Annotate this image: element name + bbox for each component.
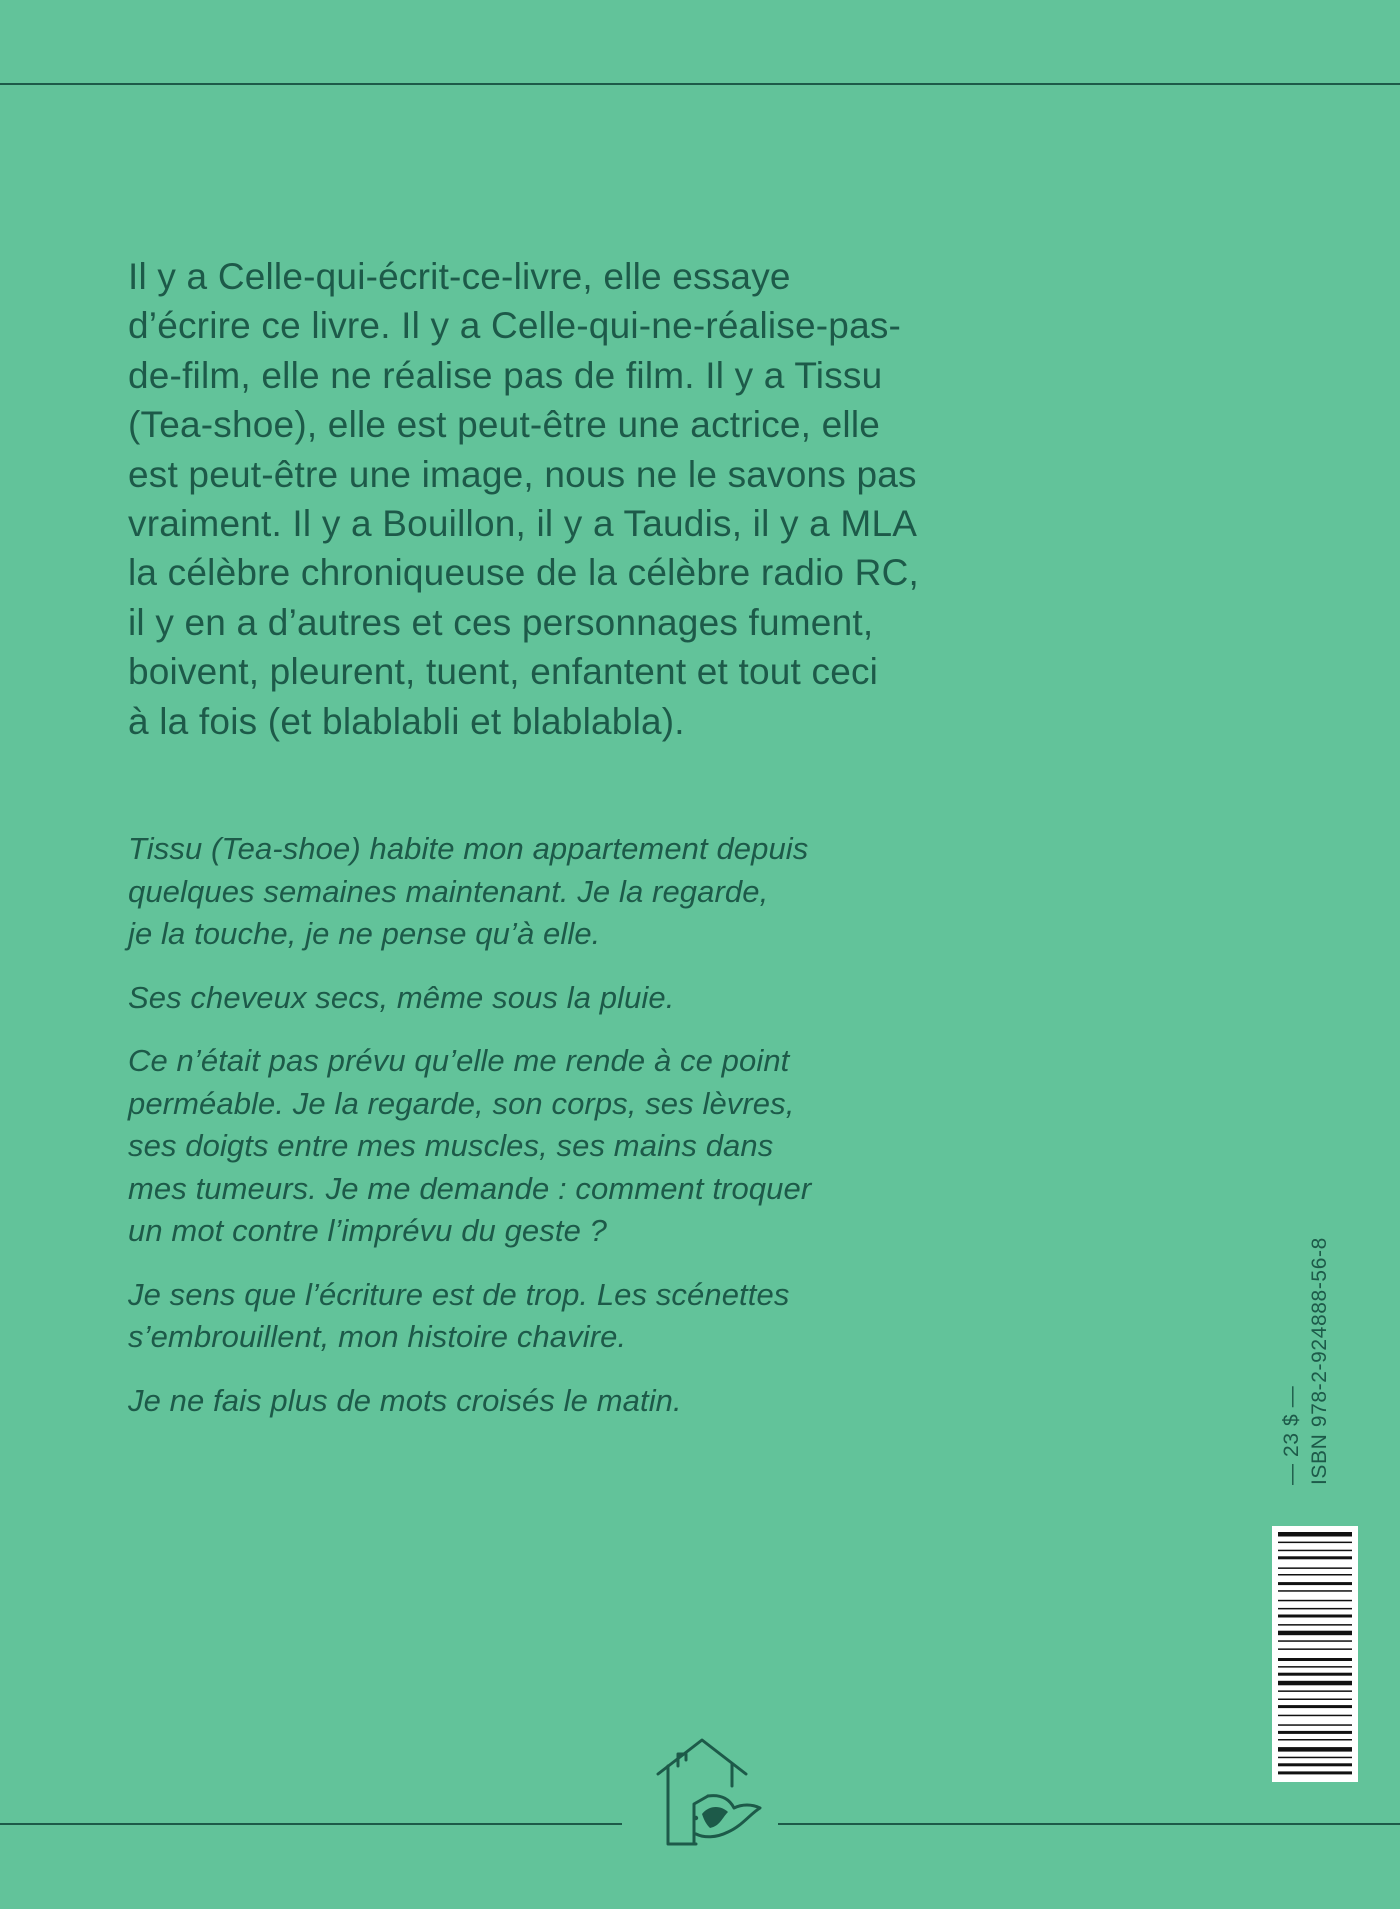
synopsis-line: d’écrire ce livre. Il y a Celle-qui-ne-réalise-pas- (128, 305, 902, 347)
bottom-rule-right (778, 1823, 1400, 1825)
synopsis-line: la célèbre chroniqueuse de la célèbre radio RC, (128, 552, 919, 594)
top-rule (0, 83, 1400, 85)
excerpt-paragraph (128, 1380, 1048, 1423)
price-label: — 23 $ — (1280, 1385, 1303, 1485)
barcode-icon (1272, 1526, 1358, 1782)
excerpt-line: Ses cheveux secs, même sous la pluie. (128, 979, 675, 1015)
excerpt-line: je la touche, je ne pense qu’à elle. (128, 916, 601, 951)
synopsis-line: il y en a d’autres et ces personnages fument, (128, 601, 874, 643)
excerpt-paragraph (128, 977, 1048, 1020)
synopsis-line: boivent, pleurent, tuent, enfantent et tout ceci (128, 651, 879, 693)
synopsis-line: vraiment. Il y a Bouillon, il y a Taudis, il y a MLA (128, 503, 918, 545)
synopsis-line: à la fois (et blablabli et blablabla). (128, 700, 685, 742)
excerpt-text (128, 828, 1048, 1443)
excerpt-line: quelques semaines maintenant. Je la regarde, (128, 873, 769, 909)
synopsis-line: (Tea-shoe), elle est peut-être une actrice, elle (128, 404, 881, 446)
synopsis-line: Il y a Celle-qui-écrit-ce-livre, elle essaye (128, 256, 791, 297)
house-bird-logo-icon (650, 1734, 768, 1850)
excerpt-line: Ce n’était pas prévu qu’elle me rende à ce point (128, 1043, 790, 1078)
excerpt-line: s’embrouillent, mon histoire chavire. (128, 1319, 627, 1354)
synopsis-line: de-film, elle ne réalise pas de film. Il y a Tissu (128, 354, 883, 396)
excerpt-line: mes tumeurs. Je me demande : comment troquer (128, 1170, 812, 1206)
excerpt-paragraph (128, 828, 1048, 956)
excerpt-line: ses doigts entre mes muscles, ses mains dans (128, 1128, 774, 1163)
isbn-label: ISBN 978-2-924888-56-8 (1308, 1237, 1331, 1485)
excerpt-line: perméable. Je la regarde, son corps, ses lèvres, (128, 1085, 795, 1121)
price-isbn-block (1278, 1237, 1334, 1485)
excerpt-line: Je ne fais plus de mots croisés le matin. (128, 1382, 682, 1418)
excerpt-paragraph (128, 1040, 1048, 1253)
excerpt-line: Tissu (Tea-shoe) habite mon appartement depuis (128, 831, 809, 866)
excerpt-line: un mot contre l’imprévu du geste ? (128, 1213, 607, 1248)
bottom-rule-left (0, 1823, 622, 1825)
excerpt-paragraph (128, 1274, 1048, 1359)
synopsis-text (128, 252, 1048, 746)
excerpt-line: Je sens que l’écriture est de trop. Les scénettes (128, 1276, 790, 1312)
synopsis-line: est peut-être une image, nous ne le savons pas (128, 453, 917, 495)
